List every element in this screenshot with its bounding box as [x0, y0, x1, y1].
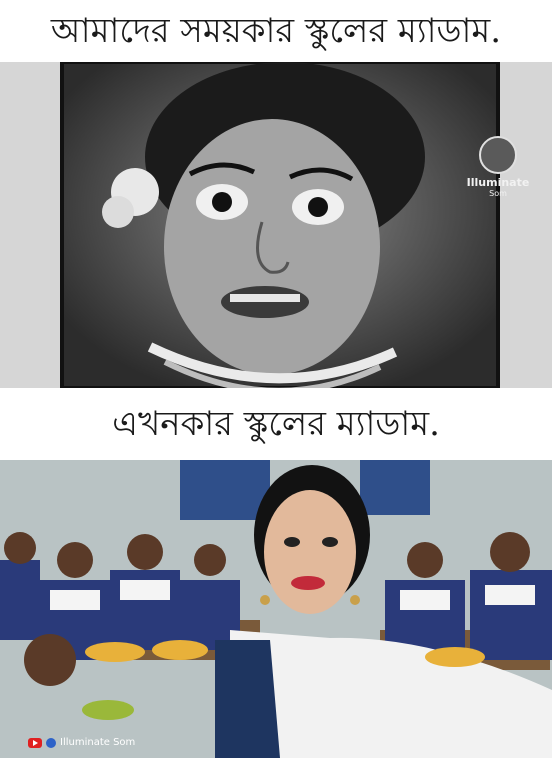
old-era-madam-photo: [0, 62, 552, 388]
top-caption: আমাদের সময়কার স্কুলের ম্যাডাম.: [50, 11, 502, 51]
avatar-icon: [479, 136, 517, 174]
watermark-top: [458, 136, 538, 198]
watermark-line1: Illuminate: [466, 176, 530, 189]
watermark-bottom: [28, 737, 135, 748]
bottom-caption: এখনকার স্কুলের ম্যাডাম.: [112, 404, 440, 444]
facebook-icon: [46, 738, 56, 748]
modern-madam-selfie: [0, 460, 552, 758]
watermark-bottom-text: Illuminate Som: [60, 737, 136, 748]
bw-film-still: [0, 62, 552, 388]
watermark-line2: Som: [489, 189, 507, 198]
youtube-icon: [28, 738, 42, 748]
classroom-selfie: [0, 460, 552, 758]
